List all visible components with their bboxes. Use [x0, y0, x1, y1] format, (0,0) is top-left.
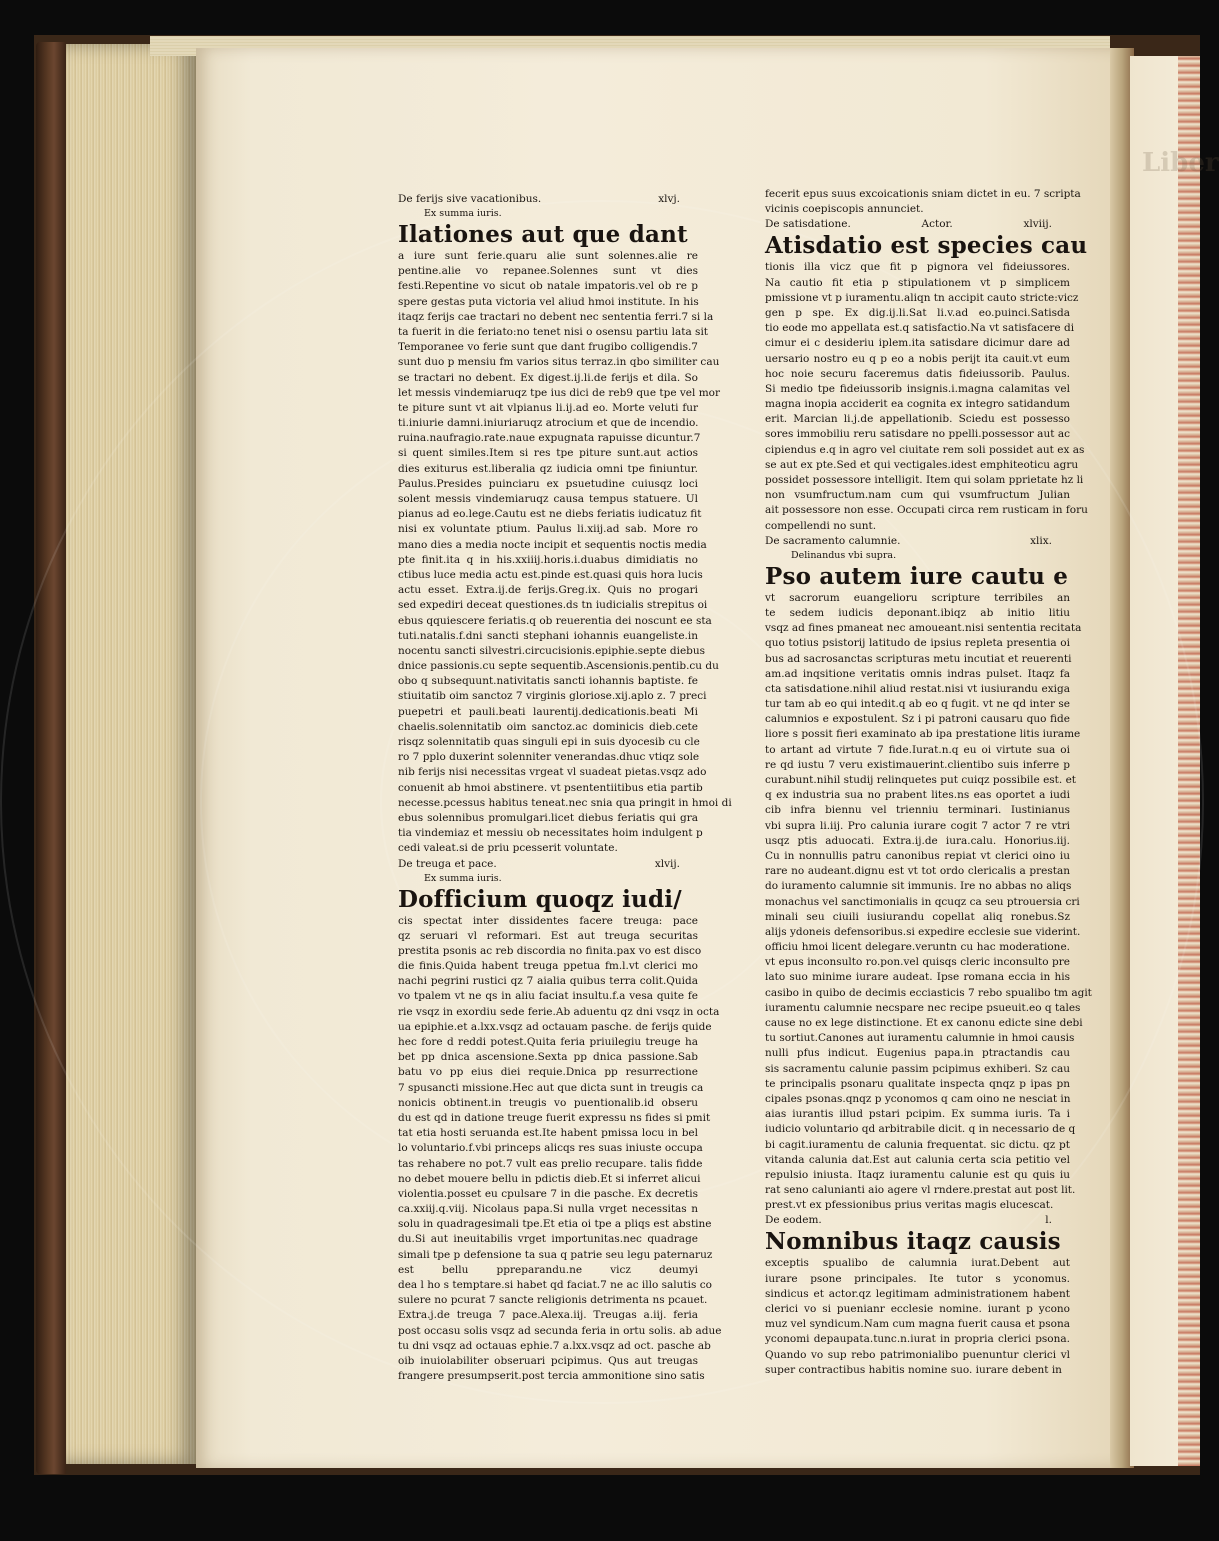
text-line: lo voluntario.f.vbi princeps alicqs res suas iniuste occupa: [398, 1142, 703, 1155]
text-line: pmissione vt p iuramentu.aliqn tn accipit cauto stricte:vicz: [765, 291, 1079, 304]
section-incipit: Dofficium quoqz iudi/: [398, 885, 682, 913]
text-line: pianus ad eo.lege.Cautu est ne diebs feriatis iudicatuz fit: [398, 508, 702, 521]
text-line: oib inuiolabiliter obseruari pcipimus. Qus aut treugas: [398, 1354, 698, 1367]
text-line: bus ad sacrosanctas scripturas metu incutiat et reuerenti: [765, 652, 1072, 665]
text-line: Paulus.Presides puinciaru ex psuetudine cuiusqz loci: [398, 477, 698, 490]
text-line: nachi pegrini rustici qz 7 aialia quibus terra colit.Quida: [398, 975, 698, 988]
text-line: Temporanee vo ferie sunt que dant frugibo colligendis.7: [398, 341, 698, 354]
text-line: magna inopia acciderit ea cognita ex integro satidandum: [765, 398, 1070, 411]
text-line: solu in quadragesimali tpe.Et etia oi tpe a pliqs est abstine: [398, 1218, 712, 1231]
text-line: vsqz ad fines pmaneat nec amoueant.nisi sententia recitata: [765, 622, 1082, 635]
text-line: tuti.natalis.f.dni sancti stephani iohannis euangeliste.in: [398, 629, 698, 642]
text-line: si quent similes.Item si res tpe piture sunt.aut actios: [398, 447, 698, 460]
text-line: vitanda calunia dat.Est aut calunia certa scia petitio vel: [765, 1153, 1070, 1166]
running-head-title: De satisdatione.: [765, 218, 851, 231]
text-line: festi.Repentine vo sicut ob natale impatoris.vel ob re p: [398, 280, 698, 293]
folio-number: xlix.: [1030, 534, 1052, 547]
text-line: vicinis coepiscopis annunciet.: [765, 203, 924, 216]
text-line: uersario nostro eu q p eo a nobis perijt ita cauit.vt eum: [765, 352, 1070, 365]
folio-number: xlvij.: [654, 857, 680, 870]
text-line: te principalis psonaru qualitate inspecta qnqz p ipas pn: [765, 1077, 1070, 1090]
text-line: dnice passionis.cu septe sequentib.Ascensionis.pentib.cu du: [398, 660, 719, 673]
text-line: vt sacrorum euangelioru scripture terribiles an: [765, 591, 1070, 604]
text-line: possidet possessore intelligit. Item qui solam pprietate hz li: [765, 474, 1084, 486]
text-line: sores immobiliu reru satisdare no ppelli.possessor aut ac: [765, 428, 1070, 441]
text-line: nonicis obtinent.in treugis vo puentionalib.id obseru: [398, 1096, 698, 1109]
text-line: officiu hmoi licent delegare.veruntn cu hac moderatione.: [765, 941, 1070, 954]
source-citation: Ex summa iuris.: [424, 208, 502, 219]
text-line: Na cautio fit etia p stipulationem vt p simplicem: [765, 276, 1070, 289]
text-line: exceptis spualibo de calumnia iurat.Debent aut: [765, 1257, 1070, 1270]
red-page-edge: [1178, 56, 1200, 1466]
text-line: ebus qquiescere feriatis.q ob reuerentia dei noscunt ee sta: [398, 614, 712, 627]
text-line: ti.iniurie damni.iniuriaruqz atrocium et que de incendio.: [398, 417, 699, 430]
text-line: nib ferijs nisi necessitas vrgeat vl suadeat pietas.vsqz ado: [398, 766, 707, 779]
text-line: 7 spusancti missione.Hec aut que dicta sunt in treugis ca: [398, 1081, 704, 1094]
running-head-title: De treuga et pace.: [398, 857, 497, 870]
text-line: est bellu ppreparandu.ne vicz deumyi: [398, 1263, 698, 1276]
source-citation: Ex summa iuris.: [424, 872, 502, 884]
text-line: casibo in quibo de decimis ecciasticis 7 rebo spualibo tm agit: [765, 986, 1092, 999]
text-line: iurare psone principales. Ite tutor s yconomus.: [765, 1272, 1070, 1285]
text-line: itaqz ferijs cae tractari no debent nec sententia ferri.7 si la: [398, 310, 714, 323]
text-line: die finis.Quida habent treuga ppetua fm.l.vt clerici mo: [398, 960, 698, 973]
text-line: tia vindemiaz et messiu ob necessitates hoim indulgent p: [398, 827, 703, 840]
text-line: Si medio tpe fideiussorib insignis.i.magna calamitas vel: [765, 382, 1070, 395]
text-line: pte finit.ita q in his.xxiiij.horis.i.duabus dimidiatis no: [398, 553, 698, 566]
text-line: erit. Marcian li.j.de appellationib. Sciedu est possesso: [765, 413, 1070, 426]
text-line: necesse.pcessus habitus teneat.nec snia qua pringit in hmoi di: [398, 796, 732, 809]
text-line: spere gestas puta victoria vel aliud hmoi institute. In his: [398, 295, 699, 308]
text-line: aias iurantis illud pstari pcipim. Ex summa iuris. Ta i: [765, 1108, 1070, 1121]
text-line: bet pp dnica ascensione.Sexta pp dnica passione.Sab: [398, 1051, 698, 1064]
text-line: tio eode mo appellata est.q satisfactio.Na vt satisfacere di: [765, 322, 1075, 335]
left-text-column: [398, 192, 732, 1384]
folio-number: xlvj.: [658, 193, 680, 205]
text-line: calumnios e expostulent. Sz i pi patroni causaru quo fide: [765, 713, 1070, 726]
text-line: sed expediri deceat questiones.ds tn iudicialis strepitus oi: [398, 599, 708, 612]
text-line: vt epus inconsulto ro.pon.vel quisqs cleric inconsulto pre: [765, 956, 1070, 969]
text-line: tas rehabere no pot.7 vult eas prelio recupare. talis fidde: [398, 1157, 703, 1170]
text-line: Extra.j.de treuga 7 pace.Alexa.iij. Treugas a.iij. feria: [398, 1309, 698, 1322]
text-line: te sedem iudicis deponant.ibiqz ab initio litiu: [765, 606, 1070, 619]
text-line: minali seu ciuili iusiurandu copellat aliq ronebus.Sz: [765, 910, 1070, 923]
text-line: dies exiturus est.liberalia qz iudicia omni tpe finiuntur.: [398, 462, 698, 475]
text-line: cause no ex lege distinctione. Et ex canonu edicte sine debi: [765, 1017, 1083, 1029]
text-line: prest.vt ex pfessionibus prius veritas magis elucescat.: [765, 1199, 1054, 1212]
leather-cover-edge: [36, 42, 66, 1474]
section-incipit: Atisdatio est species cau: [765, 232, 1088, 260]
folio-number: l.: [1045, 1214, 1052, 1227]
text-line: post occasu solis vsqz ad secunda feria in ortu solis. ab adue: [398, 1324, 722, 1337]
text-line: compellendi no sunt.: [765, 519, 877, 532]
continued-paragraph: [765, 187, 1081, 217]
text-line: rat seno calunianti aio agere vl rndere.prestat aut post lit.: [765, 1184, 1076, 1197]
running-head-title: De ferijs sive vacationibus.: [398, 193, 542, 205]
text-line: te piture sunt vt ait vlpianus li.ij.ad eo. Morte veluti fur: [398, 401, 698, 414]
text-line: sis sacramentu calunie passim pcipimus exhiberi. Sz cau: [765, 1062, 1070, 1075]
body-paragraph: [765, 591, 1092, 1214]
text-line: cedi valeat.si de priu pcesserit voluntate.: [398, 842, 618, 855]
text-line: fecerit epus suus excoicationis sniam dictet in eu. 7 scripta: [765, 188, 1081, 200]
text-line: am.ad inqsitione veritatis omnis indras pulset. Itaqz fa: [765, 667, 1070, 680]
body-paragraph: [398, 249, 732, 857]
text-line: stiuitatib oim sanctoz 7 virginis gloriose.xij.aplo z. 7 preci: [398, 690, 707, 703]
text-line: obo q subsequunt.nativitatis sancti iohannis baptiste. fe: [398, 675, 698, 688]
section-incipit: Nomnibus itaqz causis: [765, 1228, 1061, 1256]
text-line: vbi supra li.iij. Pro calunia iurare cogit 7 actor 7 re vtri: [765, 819, 1070, 832]
text-line: tur tam ab eo qui intedit.q ab eo q fugit. vt ne qd inter se: [765, 698, 1070, 711]
text-line: do iuramento calumnie sit immunis. Ire no abbas no aliqs: [765, 880, 1072, 893]
text-line: super contractibus habitis nomine suo. iurare debent in: [765, 1363, 1062, 1376]
text-line: usqz ptis aduocati. Extra.ij.de iura.calu. Honorius.iij.: [765, 834, 1070, 847]
text-line: conuenit ab hmoi abstinere. vt psententiitibus etia partib: [398, 781, 703, 794]
text-line: mano dies a media nocte incipit et sequentis noctis media: [398, 538, 707, 551]
text-line: ebus solennibus promulgari.licet diebus feriatis qui gra: [398, 811, 698, 824]
source-citation: Delinandus vbi supra.: [791, 549, 897, 561]
text-line: alijs ydoneis defensoribus.si expedire ecclesie sue viderint.: [765, 925, 1081, 938]
text-line: quo totius psistorij latitudo de ipsius repleta presentia oi: [765, 637, 1070, 650]
body-paragraph: [765, 1256, 1070, 1378]
text-line: hec fore d reddi potest.Quita feria priuilegiu treuge ha: [398, 1036, 698, 1048]
text-line: frangere presumpserit.post tercia ammonitione sino satis: [398, 1370, 705, 1383]
text-line: cimur ei c desideriu iplem.ita satisdare dicimur dare ad: [765, 337, 1070, 350]
running-head: [398, 192, 698, 207]
text-line: hoc noie securu faceremus datis fideiussorib. Paulus.: [765, 367, 1070, 380]
text-line: ctibus luce media actu est.pinde est.quasi quis hora lucis: [398, 568, 703, 581]
text-line: Cu in nonnullis patru canonibus repiat vt clerici oino iu: [765, 849, 1070, 862]
running-head-title: De sacramento calumnie.: [765, 534, 901, 547]
text-line: du.Si aut ineuitabilis vrget importunitas.nec quadrage: [398, 1233, 698, 1246]
page-edge-stack: [66, 44, 196, 1464]
text-line: non vsumfructum.nam cum qui vsumfructum Julian: [765, 489, 1070, 502]
text-line: nisi ex voluntate ptium. Paulus li.xiij.ad sab. More ro: [398, 523, 698, 536]
text-line: bi cagit.iuramentu de calunia frequentat. sic dictu. qz pt: [765, 1138, 1070, 1151]
text-line: gen p spe. Ex dig.ij.li.Sat li.v.ad eo.puinci.Satisda: [765, 306, 1070, 319]
text-line: risqz solennitatib quas singuli epi in suis dyocesib cu cle: [398, 736, 700, 748]
ghost-heading: Liber: [1142, 148, 1219, 178]
text-line: clerici vo si puenianr ecclesie nomine. iurant p ycono: [765, 1303, 1070, 1315]
text-line: simali tpe p defensione ta sua q patrie seu legu paternaruz: [398, 1248, 713, 1261]
text-line: rare no audeant.dignu est vt tot ordo clericalis a prestan: [765, 865, 1070, 878]
text-line: batu vo pp eius diei requie.Dnica pp resurrectione: [398, 1066, 698, 1079]
text-line: ua epiphie.et a.lxx.vsqz ad octauam pasche. de ferijs quide: [398, 1020, 712, 1033]
text-line: solent messis vindemiaruqz causa tempus statuere. Ul: [398, 493, 698, 505]
text-line: du est qd in datione treuge fuerit expressu ns fides si pmit: [398, 1111, 711, 1124]
running-head: [398, 857, 698, 872]
text-line: ro 7 pplo duxerint solenniter venerandas.dhuc vtiqz sole: [398, 751, 700, 764]
text-line: cta satisdatione.nihil aliud restat.nisi vt iusiurandu exiga: [765, 682, 1070, 695]
text-line: cipales psonas.qnqz p yconomos q cam oino ne nesciat in: [765, 1092, 1071, 1105]
text-line: q ex industria sua no prabent lites.ns eas oportet a iudi: [765, 789, 1070, 802]
body-paragraph: [398, 914, 722, 1385]
text-line: actu esset. Extra.ij.de ferijs.Greg.ix. Quis no progari: [398, 584, 698, 597]
text-line: se aut ex pte.Sed et qui vectigales.idest emphiteoticu agru: [765, 458, 1079, 471]
text-line: tu dni vsqz ad octauas ephie.7 a.lxx.vsqz ad oct. pasche ab: [398, 1339, 711, 1352]
text-line: muz vel syndicum.Nam cum magna fuerit causa et psona: [765, 1318, 1070, 1331]
running-head: [765, 1213, 1070, 1228]
running-head: [765, 534, 1070, 549]
text-line: liore s possit fieri examinato ab ipa prestatione litis iurame: [765, 728, 1081, 741]
text-line: ruina.naufragio.rate.naue expugnata rapuisse dicuntur.7: [398, 432, 701, 445]
text-line: yconomi depaupata.tunc.n.iurat in propria clerici psona.: [765, 1333, 1070, 1346]
text-line: puepetri et pauli.beati laurentij.dedicationis.beati Mi: [398, 705, 698, 718]
body-paragraph: [765, 260, 1088, 533]
text-line: sulere no pcurat 7 sancte religionis detrimenta ns pcauet.: [398, 1294, 708, 1307]
running-head: [765, 217, 1070, 232]
folio-number: xlviij.: [1023, 218, 1052, 231]
text-line: cib infra biennu vel trienniu terminari. Iustinianus: [765, 804, 1070, 817]
text-line: nocentu sancti silvestri.circucisionis.epiphie.septe diebus: [398, 644, 706, 657]
section-incipit: Ilationes aut que dant: [398, 221, 688, 248]
text-line: cipiendus e.q in agro vel ciuitate rem soli possidet aut ex as: [765, 443, 1085, 456]
text-line: to artant ad virtute 7 fide.Iurat.n.q eu oi virtute sua oi: [765, 743, 1070, 756]
text-line: a iure sunt ferie.quaru alie sunt solennes.alie re: [398, 250, 698, 262]
text-line: let messis vindemiaruqz tpe ius dici de reb9 que tpe vel mor: [398, 386, 721, 399]
text-line: dea l ho s temptare.si habet qd faciat.7 ne ac illo salutis co: [398, 1279, 712, 1291]
text-line: no debet mouere bellu in pdictis dieb.Et si inferret alicui: [398, 1172, 701, 1185]
text-line: ait possessore non esse. Occupati circa rem rusticam in foru: [765, 504, 1088, 517]
section-incipit: Pso autem iure cautu e: [765, 562, 1069, 590]
text-line: tionis illa vicz que fit p pignora vel fideiussores.: [765, 261, 1070, 274]
text-line: qz seruari vl reformari. Est aut treuga securitas: [398, 929, 698, 942]
running-head-title: De eodem.: [765, 1214, 822, 1227]
text-line: iuramentu calumnie necspare nec recipe psueuit.eo q tales: [765, 1001, 1081, 1014]
source-citation: Actor.: [921, 218, 953, 231]
text-line: chaelis.solennitatib oim sanctoz.ac dominicis dieb.cete: [398, 720, 698, 733]
text-line: ca.xxiij.q.viij. Nicolaus papa.Si nulla vrget necessitas n: [398, 1203, 698, 1216]
text-line: pentine.alie vo repanee.Solennes sunt vt dies: [398, 265, 698, 278]
text-line: monachus vel sanctimonialis in qcuqz ca seu ptrouersia cri: [765, 895, 1080, 908]
text-line: se tractari no debent. Ex digest.ij.li.de ferijs et dila. So: [398, 371, 698, 384]
text-line: sunt duo p mensiu fm varios situs terraz.in qbo similiter cau: [398, 356, 720, 369]
text-line: cis spectat inter dissidentes facere treuga: pace: [398, 914, 698, 927]
text-line: lato suo minime iurare audeat. Ipse romana eccia in his: [765, 971, 1070, 984]
text-line: violentia.posset eu cpulsare 7 in die pasche. Ex decretis: [398, 1187, 698, 1200]
text-line: rie vsqz in exordiu sede ferie.Ab aduentu qz dni vsqz in octa: [398, 1005, 720, 1018]
text-line: ta fuerit in die feriato:no tenet nisi o osensu partiu lata sit: [398, 325, 709, 338]
text-line: tat etia hosti seruanda est.Ite habent pmissa locu in bel: [398, 1127, 698, 1140]
text-line: curabunt.nihil studij relinquetes put cuiqz possibile est. et: [765, 774, 1077, 786]
text-line: re qd iustu 7 veru existimauerint.clientibo suis inferre p: [765, 758, 1070, 771]
right-text-column: [765, 187, 1092, 1378]
text-line: tu sortiut.Canones aut iuramentu calumnie in hmoi causis: [765, 1032, 1075, 1045]
text-line: nulli pfus indicut. Eugenius papa.in ptractandis cau: [765, 1047, 1070, 1060]
text-line: Quando vo sup rebo patrimonialibo puenuntur clerici vl: [765, 1348, 1070, 1361]
text-line: prestita psonis ac reb discordia no finita.pax vo est disco: [398, 944, 702, 957]
text-line: iudicio voluntario qd arbitrabile dicit. q in necessario de q: [765, 1123, 1076, 1136]
text-line: sindicus et actor.qz legitimam administrationem habent: [765, 1287, 1070, 1300]
text-line: repulsio iniusta. Itaqz iuramentu calunie est qu quis iu: [765, 1168, 1070, 1181]
text-line: vo tpalem vt ne qs in aliu faciat insultu.f.a vesa quite fe: [398, 990, 698, 1003]
